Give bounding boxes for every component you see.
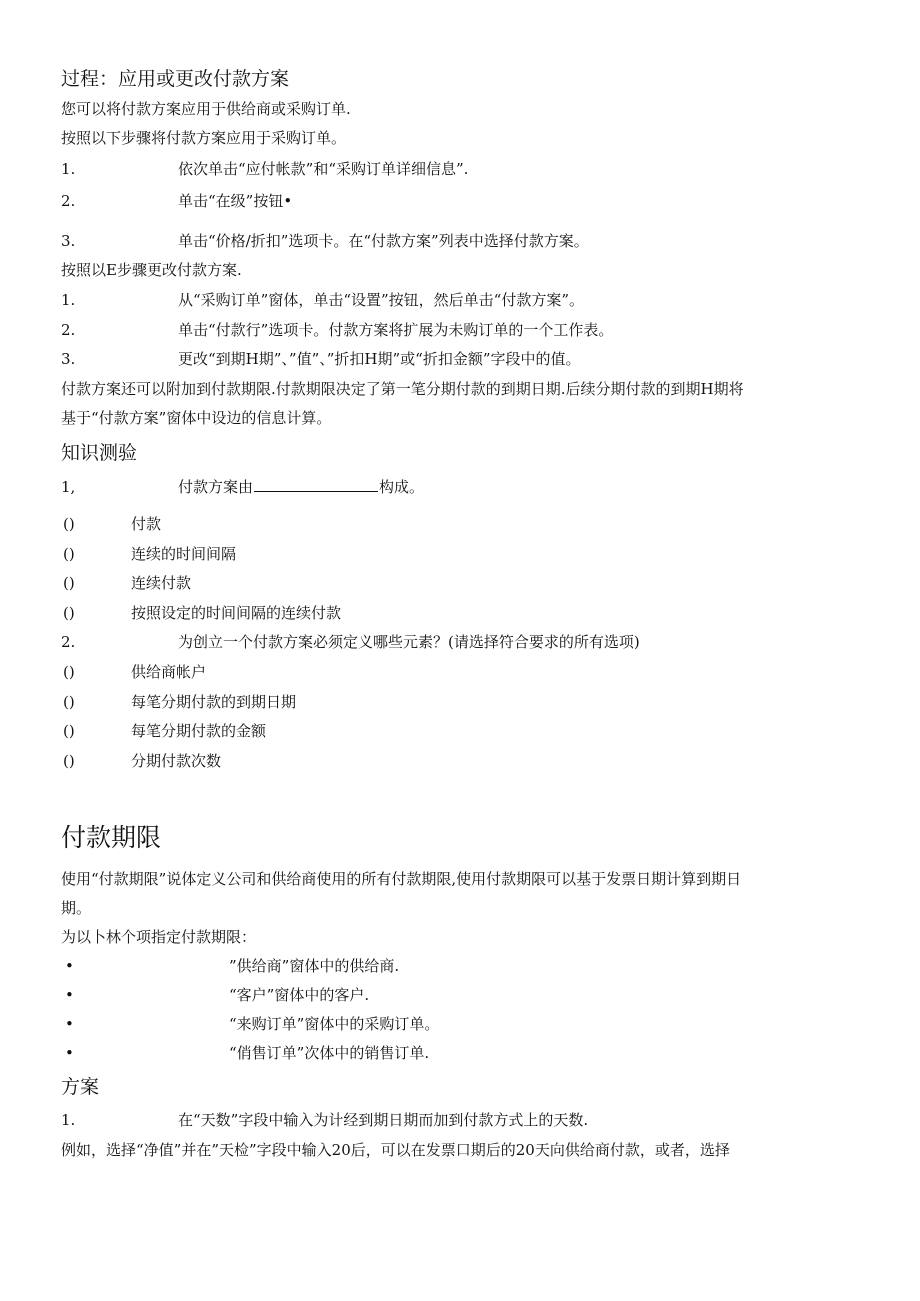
option-marker: () bbox=[63, 515, 75, 533]
paragraph-payment-terms-line2: 期。 bbox=[61, 899, 92, 917]
step-text: 从“采购订单”窗体，单击“设置”按钮，然后单击“付款方案”。 bbox=[178, 291, 585, 309]
question-number: 1, bbox=[61, 478, 76, 496]
step-number: 3. bbox=[61, 350, 76, 368]
fill-in-blank bbox=[254, 477, 378, 492]
step-text: 依次单击“应付帐款”和“采购订单详细信息”. bbox=[178, 160, 469, 178]
option-text: 连续的时间间隔 bbox=[131, 545, 237, 563]
question-text bbox=[178, 477, 424, 497]
step-number: 2. bbox=[61, 321, 76, 339]
paragraph-intro-steps: 按照以下步骤将付款方案应用于采购订单。 bbox=[61, 129, 347, 147]
paragraph-example: 例如，选择“净值”并在”天检”字段中输入20后，可以在发票口期后的20天向供给商付款，或者，选择 bbox=[61, 1141, 730, 1159]
question-text-after: 构成。 bbox=[379, 478, 425, 496]
step-text: 在“天数”字段中输入为计经到期日期而加到付款方式上的天数. bbox=[178, 1111, 589, 1129]
paragraph-payment-terms-line1: 使用“付款期限”说体定义公司和供给商使用的所有付款期限,使用付款期限可以基于发票日期计算到期日 bbox=[61, 870, 742, 888]
paragraph-specify-terms: 为以卜林个项指定付款期限： bbox=[61, 928, 257, 946]
bullet-marker: • bbox=[65, 986, 74, 1004]
section-title-quiz: 知识测验 bbox=[61, 442, 138, 464]
step-text: 更改“到期H期”、”值”、”折扣H期”或“折扣金额”字段中的值。 bbox=[178, 350, 581, 368]
bullet-marker: • bbox=[65, 1015, 74, 1033]
bullet-text: “俏售订单”次体中的销售订单. bbox=[229, 1044, 430, 1062]
step-text: 单击“价格/折扣”选项卡。在“付款方案”列表中选择付款方案。 bbox=[178, 232, 589, 250]
paragraph-payment-terms-line2: 基于“付款方案”窗体中设边的信息计算。 bbox=[61, 409, 332, 427]
option-text: 供给商帐户 bbox=[131, 663, 207, 681]
bullet-text: ”供给商”窗体中的供给商. bbox=[229, 957, 400, 975]
question-text-before: 付款方案由 bbox=[178, 478, 254, 496]
question-number: 2. bbox=[61, 633, 76, 651]
option-marker: () bbox=[63, 722, 75, 740]
option-marker: () bbox=[63, 604, 75, 622]
section-title-plan: 方案 bbox=[61, 1076, 100, 1098]
option-marker: () bbox=[63, 693, 75, 711]
option-marker: () bbox=[63, 545, 75, 563]
step-text: 单击“付款行”选项卡。付款方案将扩展为未购订单的一个工作表。 bbox=[178, 321, 614, 339]
step-number: 1. bbox=[61, 160, 76, 178]
step-number: 1. bbox=[61, 291, 76, 309]
section-title-apply-payment-plan: 过程：应用或更改付款方案 bbox=[61, 68, 290, 90]
paragraph-intro: 您可以将付款方案应用于供给商或采购订单. bbox=[61, 100, 351, 118]
bullet-text: “来购订单”窗体中的采购订单。 bbox=[229, 1015, 440, 1033]
option-text: 每笔分期付款的金额 bbox=[131, 722, 267, 740]
bullet-marker: • bbox=[65, 957, 74, 975]
paragraph-payment-terms-line1: 付款方案还可以附加到付款期限.付款期限决定了第一笔分期付款的到期日期.后续分期付款的到期H期将 bbox=[61, 380, 744, 398]
option-text: 按照设定的时间间隔的连续付款 bbox=[131, 604, 342, 622]
option-text: 连续付款 bbox=[131, 574, 192, 592]
step-number: 3. bbox=[61, 232, 76, 250]
option-marker: () bbox=[63, 663, 75, 681]
option-marker: () bbox=[63, 574, 75, 592]
bullet-marker: • bbox=[65, 1044, 74, 1062]
option-text: 付款 bbox=[131, 515, 162, 533]
bullet-text: “客户”窗体中的客户. bbox=[229, 986, 370, 1004]
paragraph-change-intro: 按照以E步骤更改付款方案. bbox=[61, 261, 242, 279]
section-title-payment-terms: 付款期限 bbox=[61, 823, 162, 852]
step-number: 2. bbox=[61, 192, 76, 210]
option-text: 分期付款次数 bbox=[131, 752, 222, 770]
step-text: 单击“在级”按钮• bbox=[178, 192, 293, 210]
step-number: 1. bbox=[61, 1111, 76, 1129]
option-marker: () bbox=[63, 752, 75, 770]
option-text: 每笔分期付款的到期日期 bbox=[131, 693, 297, 711]
question-text: 为创立一个付款方案必须定义哪些元素？(请选择符合要求的所有选项) bbox=[178, 633, 640, 651]
